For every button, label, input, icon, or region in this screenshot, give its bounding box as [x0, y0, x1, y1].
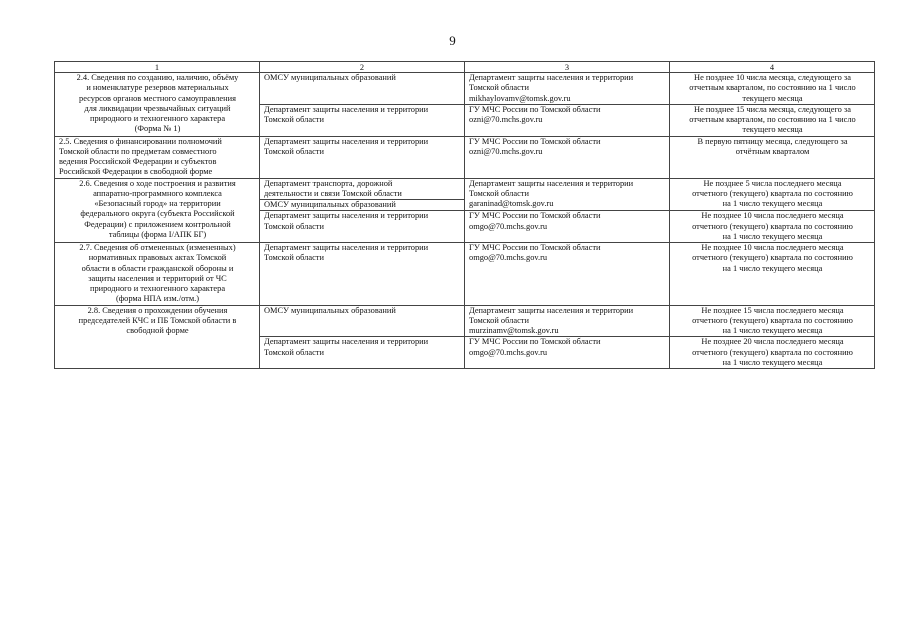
cell-text-line: Департамент транспорта, дорожной [264, 178, 393, 188]
cell-text-line: области в области гражданской обороны и [81, 263, 234, 273]
table-row [55, 73, 875, 105]
cell-text-line: ОМСУ муниципальных образований [264, 305, 396, 315]
cell-text-line: omgo@70.mchs.gov.ru [469, 347, 548, 357]
table-row [55, 305, 875, 337]
cell-text-line: таблицы (форма I/АПК БГ) [108, 229, 207, 239]
cell-text-line: 2.5. Сведения о финансировании полномочий [59, 136, 222, 146]
header-col-3: 3 [465, 62, 670, 73]
cell-text-line: отчетного (текущего) квартала по состоянию [692, 253, 853, 263]
header-col-4: 4 [670, 62, 875, 73]
recipient-cell [465, 178, 670, 211]
header-col-2: 2 [260, 62, 465, 73]
table-row [55, 178, 875, 200]
cell-text-line: нормативных правовых актах Томской [88, 253, 227, 263]
responsible-cell [260, 73, 465, 105]
cell-text-line: отчетного (текущего) квартала по состоянию [692, 188, 853, 198]
cell-text-line: природного и техногенного характера [89, 114, 226, 123]
table-header-row [55, 62, 875, 73]
cell-text-line: mikhaylovamv@tomsk.gov.ru [469, 93, 571, 103]
deadline-cell [670, 337, 875, 369]
page-number: 9 [449, 33, 456, 48]
cell-text-line: В первую пятницу месяца, следующего за [697, 136, 848, 146]
cell-text-line: Томской области [264, 146, 324, 156]
cell-text-line: Департамент защиты населения и территории [264, 104, 429, 114]
cell-text-line: 2.4. Сведения по созданию, наличию, объёму [76, 73, 239, 82]
cell-text-line: Федерации) с приложением контрольной [84, 219, 231, 229]
cell-text-line: Томской области [469, 83, 529, 93]
table-row [55, 243, 875, 306]
cell-text-line: текущего месяца [742, 125, 803, 135]
recipient-cell [465, 305, 670, 337]
deadline-cell [670, 104, 875, 136]
cell-text-line: Томской области по предметам совместного [59, 146, 217, 156]
cell-text-line: и номенклатуре резервов материальных [86, 83, 229, 93]
section-cell [55, 243, 260, 306]
recipient-cell [465, 337, 670, 369]
responsible-cell [260, 136, 465, 178]
cell-text-line: Не позднее 5 числа последнего месяца [703, 178, 842, 188]
section-cell [55, 178, 260, 243]
cell-text-line: текущего месяца [742, 93, 803, 103]
cell-text-line: Не позднее 20 числа последнего месяца [701, 337, 844, 347]
cell-text-line: на 1 число текущего месяца [722, 326, 823, 335]
recipient-cell [465, 211, 670, 243]
cell-text-line: Томской области [469, 188, 529, 198]
cell-text-line: ведения Российской Федерации и субъектов [59, 157, 217, 166]
cell-text-line: для ликвидации чрезвычайных ситуаций [84, 103, 231, 113]
cell-text-line: отчётным кварталом [735, 146, 810, 156]
cell-text-line: Томской области [264, 347, 324, 357]
cell-text-line: omgo@70.mchs.gov.ru [469, 253, 548, 263]
cell-text-line: на 1 число текущего месяца [722, 231, 823, 241]
responsible-cell [260, 337, 465, 369]
cell-text-line: Не позднее 10 числа последнего месяца [701, 243, 844, 252]
cell-text-line: ozni@70.mchs.gov.ru [469, 146, 543, 156]
cell-text-line: omgo@70.mchs.gov.ru [469, 221, 548, 231]
cell-text-line: Не позднее 10 числа месяца, следующего за [694, 73, 851, 82]
cell-text-line: ozni@70.mchs.gov.ru [469, 115, 543, 124]
section-cell [55, 136, 260, 178]
cell-text-line: Департамент защиты населения и территории [469, 178, 634, 188]
cell-text-line: Департамент защиты населения и территории [264, 211, 429, 221]
cell-text-line: Томской области [264, 253, 324, 263]
cell-text-line: на 1 число текущего месяца [722, 357, 823, 367]
cell-text-line: председателей КЧС и ПБ Томской области в [78, 315, 237, 325]
deadline-cell [670, 73, 875, 105]
cell-text-line: ГУ МЧС России по Томской области [469, 243, 601, 252]
cell-text-line: отчетным кварталом, по состоянию на 1 число [689, 83, 856, 93]
cell-text-line: (форма НПА изм./отм.) [115, 294, 200, 304]
cell-text-line: Департамент защиты населения и территории [264, 337, 429, 347]
cell-text-line: ГУ МЧС России по Томской области [469, 136, 601, 146]
cell-text-line: ГУ МЧС России по Томской области [469, 104, 601, 114]
cell-text-line: Не позднее 10 числа последнего месяца [701, 211, 844, 221]
deadline-cell [670, 243, 875, 306]
section-cell [55, 305, 260, 369]
cell-text-line: ГУ МЧС России по Томской области [469, 211, 601, 221]
table-row [55, 136, 875, 178]
cell-text-line: на 1 число текущего месяца [722, 199, 823, 208]
recipient-cell [465, 104, 670, 136]
cell-text-line: деятельности и связи Томской области [264, 188, 402, 198]
cell-text-line: отчетного (текущего) квартала по состоянию [692, 221, 853, 231]
cell-text-line: Российской Федерации в свободной форме [59, 167, 213, 177]
responsible-cell [260, 305, 465, 337]
cell-text-line: отчетного (текущего) квартала по состоянию [692, 315, 853, 325]
responsible-cell [260, 243, 465, 306]
cell-text-line: защиты населения и территорий от ЧС [88, 273, 227, 283]
cell-text-line: отчетного (текущего) квартала по состоянию [692, 347, 853, 357]
deadline-cell [670, 136, 875, 178]
cell-text-line: природного и техногенного характера [89, 284, 226, 293]
cell-text-line: (Форма № 1) [134, 124, 181, 134]
responsible-cell [260, 200, 465, 211]
cell-text-line: ОМСУ муниципальных образований [264, 73, 396, 82]
cell-text-line: аппаратно-программного комплекса [93, 188, 222, 198]
responsible-cell [260, 211, 465, 243]
cell-text-line: garaninad@tomsk.gov.ru [469, 199, 554, 208]
cell-text-line: отчетным кварталом, по состоянию на 1 число [689, 115, 856, 124]
cell-text-line: Департамент защиты населения и территории [264, 136, 429, 146]
cell-text-line: «Безопасный город» на территории [94, 199, 221, 208]
recipient-cell [465, 243, 670, 306]
cell-text-line: 2.8. Сведения о прохождении обучения [87, 305, 228, 315]
cell-text-line: ОМСУ муниципальных образований [264, 200, 396, 209]
recipient-cell [465, 136, 670, 178]
recipient-cell [465, 73, 670, 105]
cell-text-line: на 1 число текущего месяца [722, 263, 823, 273]
deadline-cell [670, 305, 875, 337]
reporting-table [54, 61, 875, 369]
cell-text-line: 2.6. Сведения о ходе построения и развития [79, 178, 236, 188]
cell-text-line: murzinamv@tomsk.gov.ru [469, 326, 559, 335]
cell-text-line: Департамент защиты населения и территории [469, 73, 634, 82]
cell-text-line: ресурсов органов местного самоуправления [79, 93, 236, 103]
cell-text-line: федерального округа (субъекта Российской [80, 209, 235, 219]
cell-text-line: Не позднее 15 числа месяца, следующего за [694, 104, 851, 114]
deadline-cell [670, 211, 875, 243]
deadline-cell [670, 178, 875, 211]
cell-text-line: Томской области [264, 221, 324, 231]
responsible-cell [260, 178, 465, 200]
cell-text-line: Не позднее 15 числа последнего месяца [701, 305, 844, 315]
cell-text-line: Департамент защиты населения и территории [264, 243, 429, 252]
header-col-1: 1 [55, 62, 260, 73]
cell-text-line: Департамент защиты населения и территории [469, 305, 634, 315]
responsible-cell [260, 104, 465, 136]
cell-text-line: Томской области [264, 115, 324, 124]
section-cell [55, 73, 260, 137]
cell-text-line: свободной форме [126, 326, 189, 335]
cell-text-line: 2.7. Сведения об отмененных (измененных) [79, 243, 236, 252]
cell-text-line: Томской области [469, 315, 529, 325]
cell-text-line: ГУ МЧС России по Томской области [469, 337, 601, 347]
